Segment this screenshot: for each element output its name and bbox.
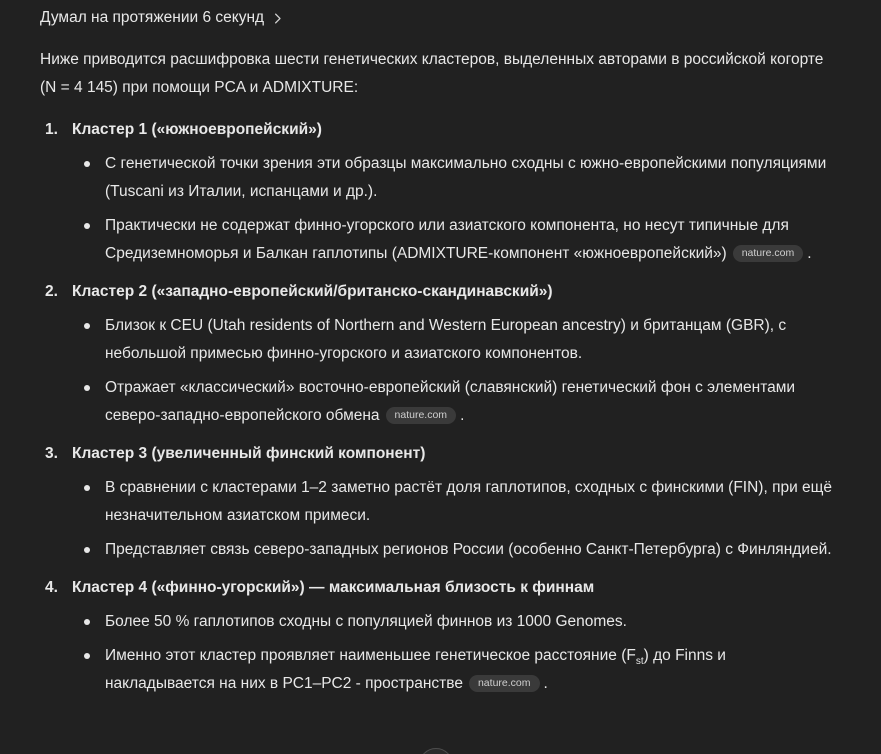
cluster-item-3	[45, 440, 836, 564]
cluster-4-number: 4.	[45, 579, 58, 596]
thought-duration-toggle[interactable]	[40, 8, 285, 28]
cluster-item-1	[45, 116, 836, 268]
bullet-text-content: С генетической точки зрения эти образцы максимально сходны с южно-европейскими популяциями (Tuscani из Италии, испанцами и др.).	[105, 155, 827, 200]
list-item	[45, 608, 836, 636]
cluster-2-header	[45, 278, 836, 306]
cluster-3-number: 3.	[45, 445, 58, 462]
list-item	[45, 312, 836, 368]
citation-badge-nature[interactable]: nature.com	[733, 245, 804, 262]
subscript-fst: st	[635, 656, 644, 668]
cluster-1-title: Кластер 1 («южноевропейский»)	[72, 121, 322, 138]
bullet-icon	[84, 608, 105, 636]
bullet-text-content: В сравнении с кластерами 1–2 заметно растёт доля гаплотипов, сходных с финскими (FIN), при ещё незначительном азиатском примеси.	[105, 479, 833, 524]
cluster-2-bullets	[45, 312, 836, 430]
chevron-right-icon	[270, 11, 285, 26]
bullet-icon	[84, 150, 105, 206]
thought-duration-label: Думал на протяжении 6 секунд	[40, 9, 265, 26]
bullet-icon	[84, 212, 105, 268]
bullet-text	[105, 536, 836, 564]
bullet-text	[105, 608, 836, 636]
cluster-2-title: Кластер 2 («западно-европейский/британско-скандинавский»)	[72, 283, 553, 300]
list-item	[45, 536, 836, 564]
bullet-text	[105, 374, 836, 430]
cluster-1-header	[45, 116, 836, 144]
cluster-4-title: Кластер 4 («финно-угорский») — максимальная близость к финнам	[72, 579, 595, 596]
citation-badge-nature[interactable]: nature.com	[469, 675, 540, 692]
bullet-text-content: Отражает «классический» восточно-европейский (славянский) генетический фон с элементами северо-западно-европейского обмена	[105, 379, 796, 424]
list-item	[45, 642, 836, 698]
cluster-3-title: Кластер 3 (увеличенный финский компонент)	[72, 445, 426, 462]
bullet-icon	[84, 374, 105, 430]
cluster-4-header	[45, 574, 836, 602]
list-item	[45, 150, 836, 206]
bullet-text-content: Именно этот кластер проявляет наименьшее генетическое расстояние (F	[105, 647, 636, 664]
cluster-item-2	[45, 278, 836, 430]
bullet-text	[105, 474, 836, 530]
bullet-text	[105, 150, 836, 206]
bullet-text-content: Близок к CEU (Utah residents of Northern and Western European ancestry) и британцам (GBR), с небольшой примесью финно-угорского и азиатского компонентов.	[105, 317, 787, 362]
cluster-3-bullets	[45, 474, 836, 564]
cluster-3-header	[45, 440, 836, 468]
scroll-to-bottom-button[interactable]	[419, 748, 453, 754]
list-item	[45, 212, 836, 268]
cluster-1-number: 1.	[45, 121, 58, 138]
bullet-text	[105, 642, 836, 698]
clusters-list	[40, 116, 836, 698]
bullet-icon	[84, 312, 105, 368]
bullet-icon	[84, 474, 105, 530]
cluster-4-bullets	[45, 608, 836, 698]
bullet-text-content: Более 50 % гаплотипов сходны с популяцией финнов из 1000 Genomes.	[105, 613, 627, 630]
cluster-1-bullets	[45, 150, 836, 268]
bullet-text	[105, 312, 836, 368]
citation-badge-nature[interactable]: nature.com	[386, 407, 457, 424]
cluster-2-number: 2.	[45, 283, 58, 300]
bullet-text-suffix: .	[460, 407, 465, 424]
bullet-text-suffix: .	[543, 675, 548, 692]
bullet-text-suffix: .	[807, 245, 812, 262]
list-item	[45, 374, 836, 430]
bullet-text-content: Практически не содержат финно-угорского или азиатского компонента, но несут типичные для Средиземноморья и Балкан гаплотипы (ADMIXTURE-компонент «южноевропейский»)	[105, 217, 789, 262]
bullet-text-content: ) до Finns и накладывается на них в PC1–PC2 - пространстве	[105, 647, 726, 692]
bullet-text-content: Представляет связь северо-западных регионов России (особенно Санкт-Петербурга) с Финляндией.	[105, 541, 832, 558]
bullet-text	[105, 212, 836, 268]
intro-paragraph: Ниже приводится расшифровка шести генетических кластеров, выделенных авторами в российской когорте (N = 4 145) при помощи PCA и ADMIXTURE:	[40, 51, 824, 96]
bullet-icon	[84, 536, 105, 564]
bullet-icon	[84, 642, 105, 698]
list-item	[45, 474, 836, 530]
cluster-item-4	[45, 574, 836, 698]
